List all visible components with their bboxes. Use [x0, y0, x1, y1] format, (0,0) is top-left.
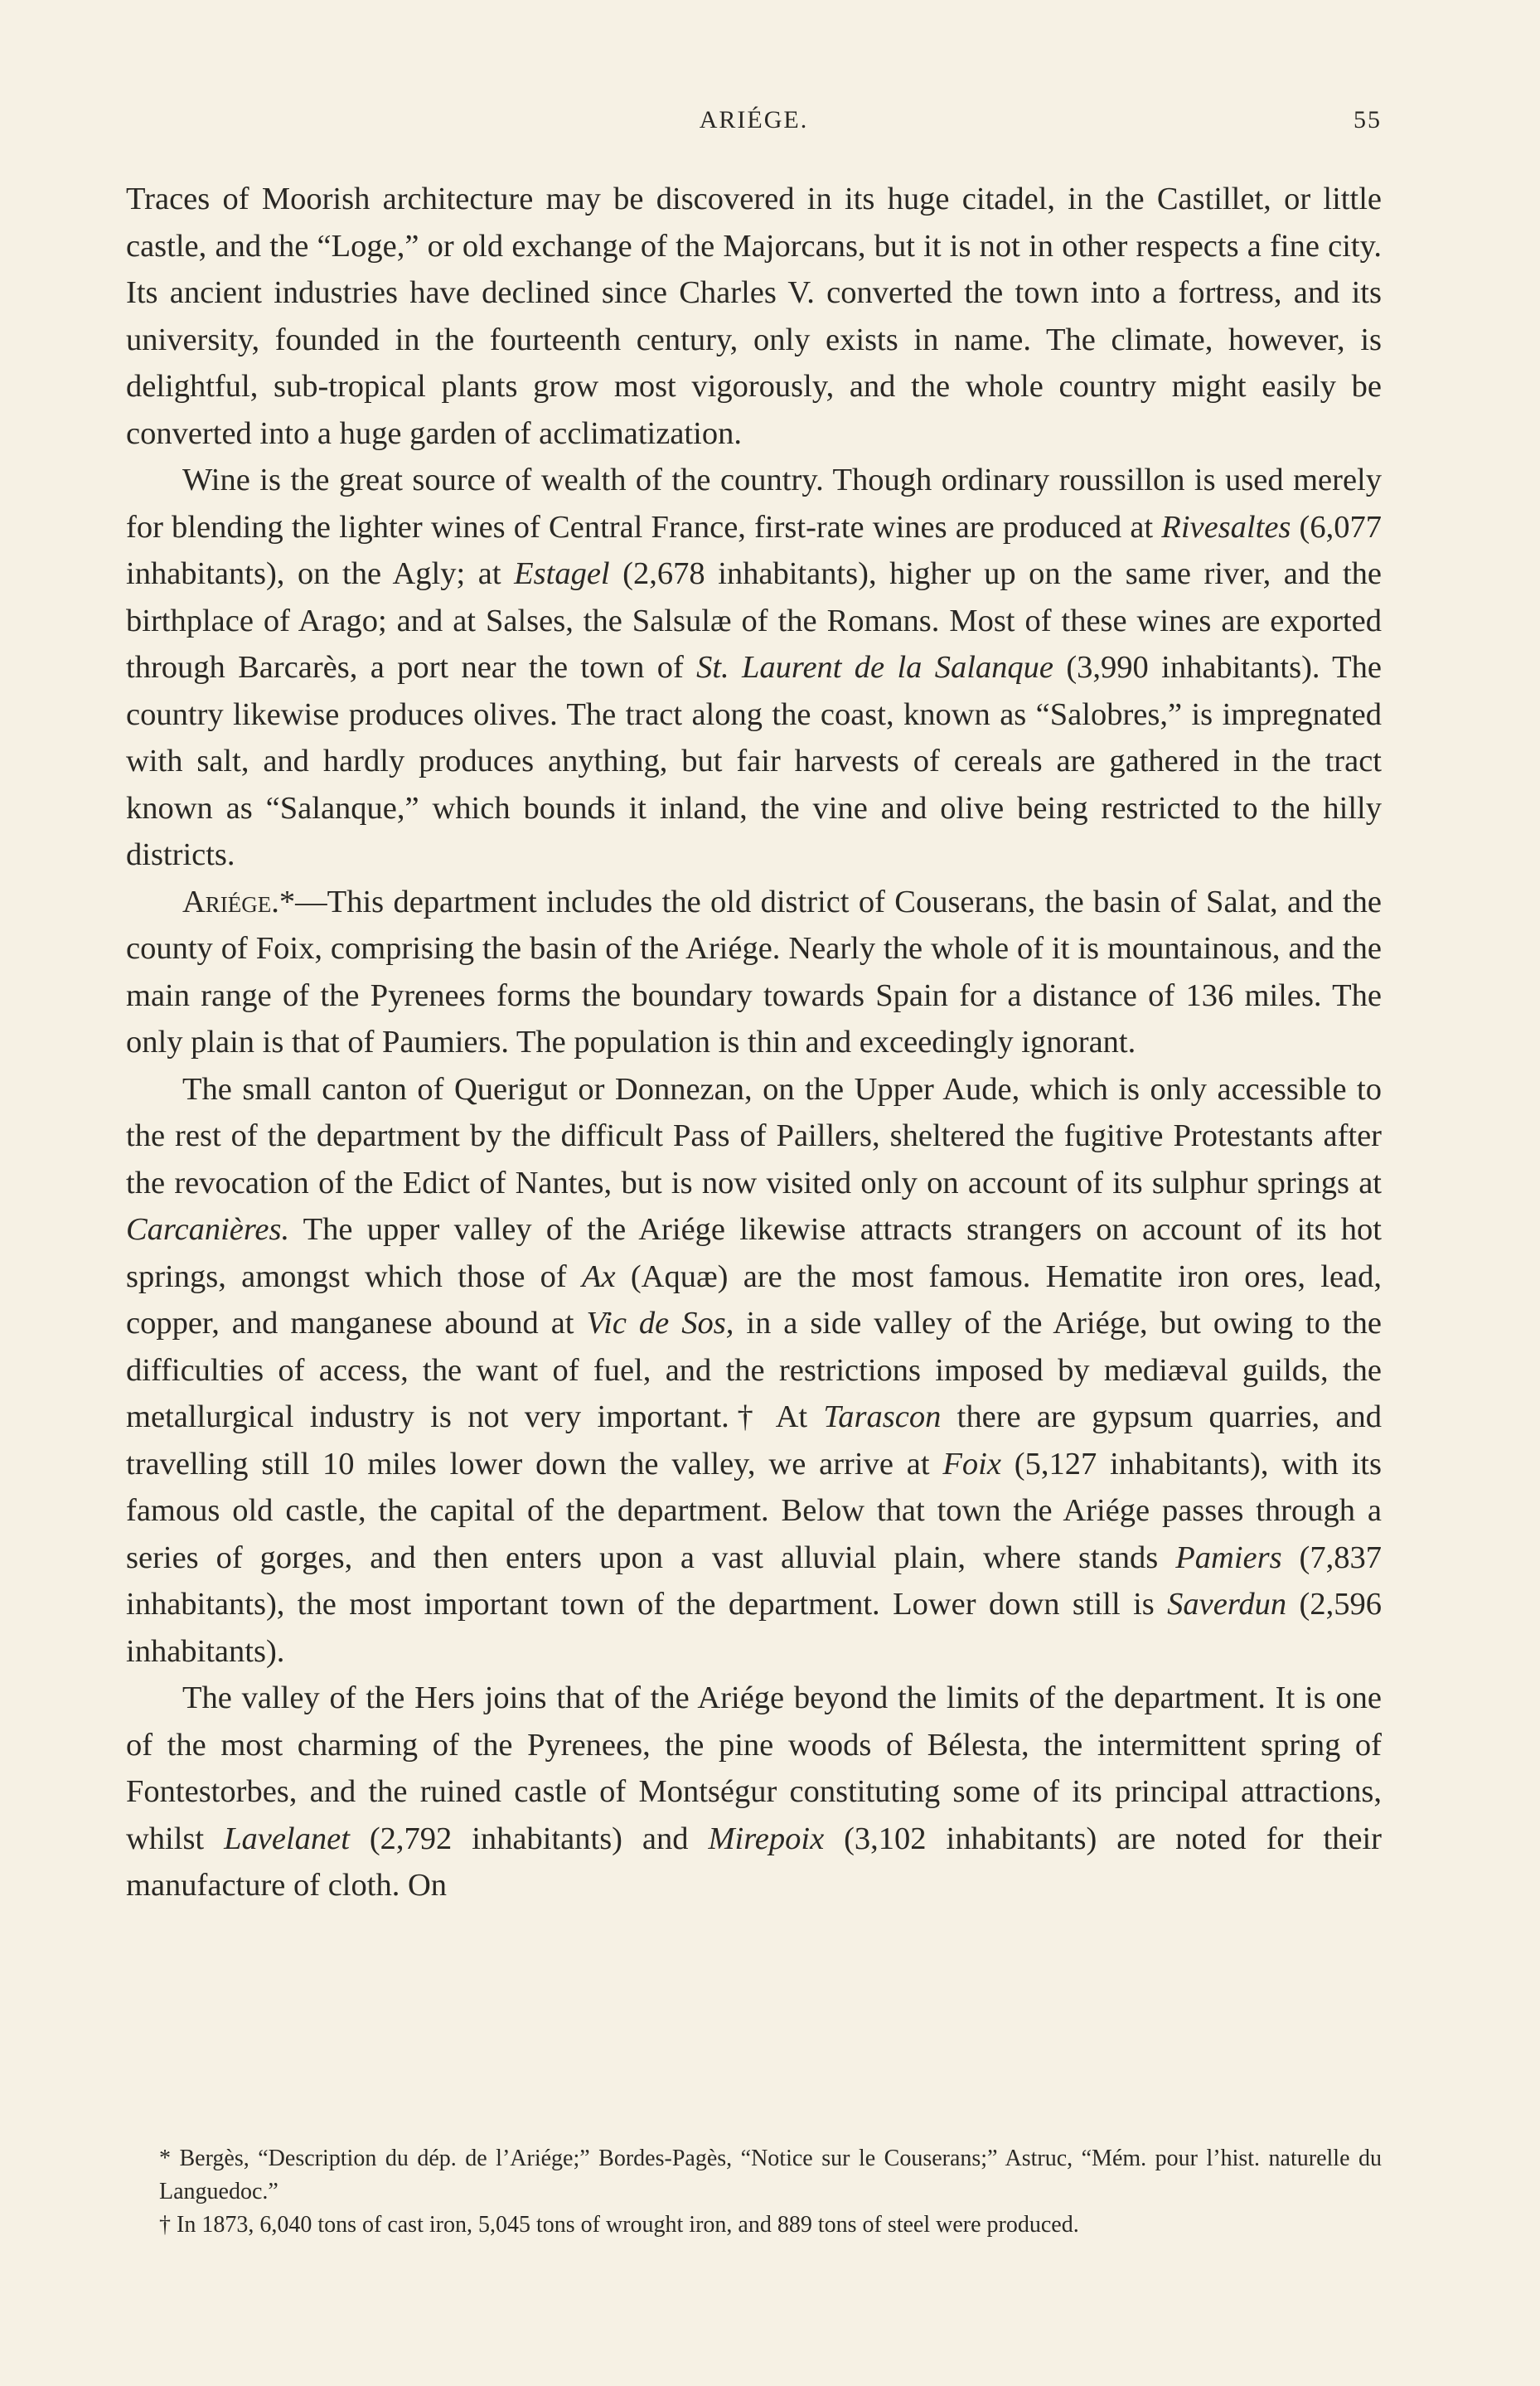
text-run: in a side valley of the Ariége, but owing to the difficulties of access, the want of fuel, and the restrictions imposed by mediæval guilds, the metallurgical industry is not very important.† At: [126, 1306, 1383, 1434]
text-run: The small canton of Querigut or Donnezan, on the Upper Aude, which is only accessible to the rest of the department by the difficult Pass of Paillers, sheltered the fugitive Protestants after the revocation of the Edict of Nantes, but is now visited only on account of its sulphur springs at: [126, 1071, 1382, 1200]
italic-place-name: Mirepoix: [708, 1821, 825, 1856]
paragraph: [126, 879, 1382, 1066]
text-run: (3,102 inhabitants) are noted for their manufacture of cloth. On: [126, 1821, 1382, 1903]
running-header: [126, 106, 1382, 148]
paragraph: [126, 1675, 1382, 1909]
text-run: (6,077 inhabitants), on the Agly; at: [126, 509, 1383, 591]
italic-place-name: Ax: [582, 1258, 616, 1294]
text-run: Wine is the great source of wealth of the country. Though ordinary roussillon is used merely for blending the lighter wines of Central France, first-rate wines are produced at: [126, 463, 1382, 545]
text-run: The valley of the Hers joins that of the Ariége beyond the limits of the department. It is one of the most charming of the Pyrenees, the pine woods of Bélesta, the intermittent spring of Fontestorbes, and the ruined castle of Montségur constituting some of its principal attractions, whilst: [126, 1680, 1382, 1856]
page-number: 55: [1354, 106, 1382, 133]
footnote: † In 1873, 6,040 tons of cast iron, 5,045 tons of wrought iron, and 889 tons of steel were produced.: [159, 2212, 1079, 2238]
italic-place-name: Pamiers: [1175, 1540, 1282, 1575]
footnote: * Bergès, “Description du dép. de l’Ariége;” Bordes-Pagès, “Notice sur le Couserans;” Astruc, “Mém. pour l’hist. naturelle du Languedoc.”: [159, 2146, 1382, 2204]
italic-place-name: Carcanières.: [126, 1212, 290, 1247]
text-run: The upper valley of the Ariége likewise attracts strangers on account of its hot springs, amongst which those of: [126, 1212, 1382, 1294]
text-run: (7,837 inhabitants), the most important town of the department. Lower down still is: [126, 1540, 1382, 1622]
text-run: (2,678 inhabitants), higher up on the same river, and the birthplace of Arago; and at Salses, the Salsulæ of the Romans. Most of these wines are exported through Barcarès, a port near the town of: [126, 556, 1382, 685]
footnotes: [126, 2142, 1382, 2242]
italic-place-name: Saverdun: [1167, 1587, 1287, 1622]
text-run: (5,127 inhabitants), with its famous old castle, the capital of the department. Below that town the Ariége passes through a series of gorges, and then enters upon a vast alluvial plain, where stands: [126, 1446, 1382, 1575]
text-run: —This department includes the old district of Couserans, the basin of Salat, and the county of Foix, comprising the basin of the Ariége. Nearly the whole of it is mountainous, and the main range of the Pyrenees forms the boundary towards Spain for a distance of 136 miles. The only plain is that of Paumiers. The population is thin and exceedingly ignorant.: [126, 884, 1382, 1060]
italic-place-name: Tarascon: [823, 1399, 942, 1434]
paragraph: [126, 176, 1382, 457]
running-title: ARIÉGE.: [699, 106, 809, 133]
text-run: (2,596 inhabitants).: [126, 1587, 1382, 1669]
text-run: there are gypsum quarries, and travelling still 10 miles lower down the valley, we arrive at: [126, 1399, 1382, 1482]
italic-place-name: Lavelanet: [224, 1821, 350, 1856]
paragraph: [126, 1066, 1382, 1676]
italic-place-name: Foix: [942, 1446, 1001, 1482]
italic-place-name: Vic de Sos,: [586, 1306, 734, 1341]
text-run: Traces of Moorish architecture may be discovered in its huge citadel, in the Castillet, or little castle, and the “Loge,” or old exchange of the Majorcans, but it is not in other respects a fine city. Its ancient industries have declined since Charles V. converted the town into a fortress, and its university, founded in the fourteenth century, only exists in name. The climate, however, is delightful, sub-tropical plants grow most vigorously, and the whole country might easily be converted into a huge garden of acclimatization.: [126, 182, 1382, 451]
section-heading: Ariége.*: [182, 884, 296, 919]
paragraph: [126, 457, 1382, 879]
italic-place-name: Rivesaltes: [1161, 509, 1291, 545]
italic-place-name: Estagel: [514, 556, 610, 591]
text-run: (Aquæ) are the most famous. Hematite iron ores, lead, copper, and manganese abound at: [126, 1258, 1382, 1341]
text-run: (3,990 inhabitants). The country likewise produces olives. The tract along the coast, known as “Salobres,” is impregnated with salt, and hardly produces anything, but fair harvests of cereals are gathered in the tract known as “Salanque,” which bounds it inland, the vine and olive being restricted to the hilly districts.: [126, 650, 1382, 872]
italic-place-name: St. Laurent de la Salanque: [696, 650, 1054, 685]
body-text: [126, 176, 1382, 1909]
text-run: (2,792 inhabitants) and: [349, 1821, 709, 1856]
